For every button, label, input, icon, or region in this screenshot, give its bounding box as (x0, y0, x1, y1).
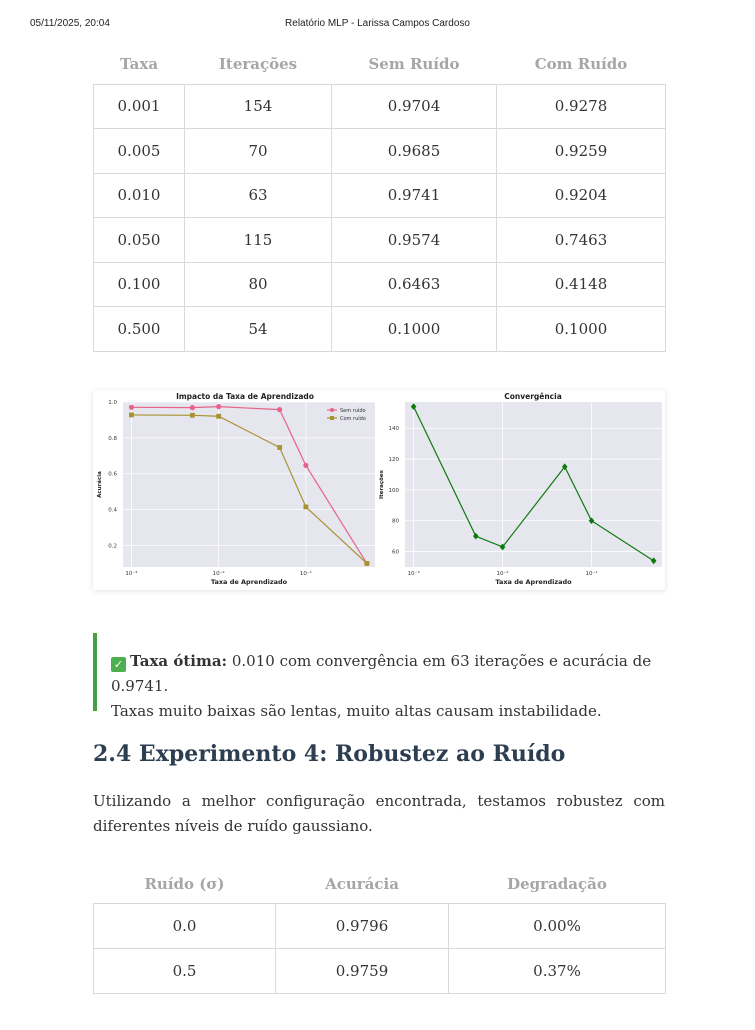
table-row (94, 129, 666, 174)
table-cell: 0.500 (94, 307, 185, 352)
table-cell: 0.100 (94, 262, 185, 307)
table-cell: 0.9704 (332, 84, 497, 129)
table-cell: 0.7463 (497, 218, 666, 263)
plot-area (123, 402, 375, 567)
optimal-rate-callout (93, 633, 665, 720)
legend-marker (330, 416, 334, 420)
table-cell: 0.5 (94, 948, 276, 993)
y-tick-label: 100 (388, 487, 399, 494)
table-cell: 0.9685 (332, 129, 497, 174)
data-point (277, 407, 282, 412)
table-cell: 0.005 (94, 129, 185, 174)
y-axis-label: Acurácia (97, 471, 103, 498)
column-header: Ruído (σ) (144, 875, 225, 894)
chart-title: Impacto da Taxa de Aprendizado (176, 392, 314, 401)
x-tick-label: 10⁻² (212, 571, 225, 577)
section-paragraph: Utilizando a melhor configuração encontrada, testamos robustez com diferentes níveis de ruído gaussiano. (93, 792, 665, 835)
table-cell: 115 (185, 218, 332, 263)
data-point (129, 405, 134, 410)
chart-title: Convergência (504, 392, 562, 401)
print-title: Relatório MLP - Larissa Campos Cardoso (285, 18, 470, 29)
table-cell: 0.010 (94, 173, 185, 218)
print-date: 05/11/2025, 20:04 (30, 18, 110, 29)
y-tick-label: 0.8 (108, 435, 117, 442)
y-tick-label: 60 (392, 549, 399, 556)
chart-panel-1 (96, 392, 375, 586)
data-point (216, 404, 221, 409)
charts-svg (93, 390, 665, 590)
table-cell: 0.9259 (497, 129, 666, 174)
data-point (190, 413, 195, 418)
data-point (277, 445, 282, 450)
noise-robustness-table (93, 866, 666, 994)
column-header: Acurácia (325, 875, 399, 894)
x-tick-label: 10⁻³ (407, 571, 420, 577)
legend-label: Com ruído (340, 416, 366, 422)
table-cell: 0.0 (94, 903, 276, 948)
table-row (94, 262, 666, 307)
table-cell: 0.9574 (332, 218, 497, 263)
table-row (94, 84, 666, 129)
table-cell: 54 (185, 307, 332, 352)
callout-bold-label: Taxa ótima: (130, 652, 228, 670)
y-tick-label: 80 (392, 518, 399, 525)
callout-text-line2: Taxas muito baixas são lentas, muito altas causam instabilidade. (111, 702, 602, 720)
table-header-row (94, 45, 666, 84)
chart-panel-2 (379, 392, 662, 586)
data-point (364, 561, 369, 566)
table-cell: 80 (185, 262, 332, 307)
y-tick-label: 0.6 (108, 471, 117, 478)
y-tick-label: 140 (388, 426, 399, 433)
x-axis-label: Taxa de Aprendizado (495, 578, 572, 586)
section-heading: 2.4 Experimento 4: Robustez ao Ruído (93, 741, 566, 767)
table-row (94, 948, 666, 993)
table-cell: 154 (185, 84, 332, 129)
column-header: Taxa (119, 55, 159, 74)
table-cell: 70 (185, 129, 332, 174)
table-cell: 0.37% (449, 948, 666, 993)
x-tick-label: 10⁻² (496, 571, 509, 577)
table-cell: 0.001 (94, 84, 185, 129)
check-mark-icon: ✓ (111, 657, 126, 672)
table-cell: 0.1000 (332, 307, 497, 352)
table-row (94, 173, 666, 218)
table-cell: 0.6463 (332, 262, 497, 307)
column-header: Degradação (507, 875, 607, 894)
table-row (94, 307, 666, 352)
table-cell: 0.050 (94, 218, 185, 263)
x-axis-label: Taxa de Aprendizado (210, 578, 288, 586)
column-header: Sem Ruído (368, 55, 460, 74)
table-cell: 0.00% (449, 903, 666, 948)
table-row (94, 903, 666, 948)
legend-marker (330, 408, 334, 412)
table-cell: 0.1000 (497, 307, 666, 352)
table-cell: 0.9796 (276, 903, 449, 948)
charts-figure (93, 390, 665, 590)
table-cell: 0.4148 (497, 262, 666, 307)
table-cell: 0.9278 (497, 84, 666, 129)
table-cell: 63 (185, 173, 332, 218)
x-tick-label: 10⁻³ (125, 571, 138, 577)
column-header: Com Ruído (534, 55, 628, 74)
data-point (303, 463, 308, 468)
data-point (303, 505, 308, 510)
column-header: Iterações (218, 55, 298, 74)
learning-rate-table (93, 45, 666, 352)
table-header-row (94, 866, 666, 903)
y-axis-label: Iterações (379, 470, 385, 499)
plot-area (405, 402, 662, 567)
table-row (94, 218, 666, 263)
table-cell: 0.9204 (497, 173, 666, 218)
table-cell: 0.9759 (276, 948, 449, 993)
x-tick-label: 10⁻¹ (585, 571, 598, 577)
y-tick-label: 120 (388, 457, 399, 464)
data-point (129, 413, 134, 418)
y-tick-label: 1.0 (108, 400, 117, 406)
legend-label: Sem ruído (340, 408, 366, 414)
data-point (216, 414, 221, 419)
print-header (0, 18, 755, 34)
table-cell: 0.9741 (332, 173, 497, 218)
callout-text: 0.010 com convergência em 63 iterações e acurácia de 0.9741. (111, 652, 652, 695)
data-point (190, 405, 195, 410)
y-tick-label: 0.4 (108, 507, 117, 514)
y-tick-label: 0.2 (108, 543, 117, 550)
x-tick-label: 10⁻¹ (299, 571, 312, 577)
